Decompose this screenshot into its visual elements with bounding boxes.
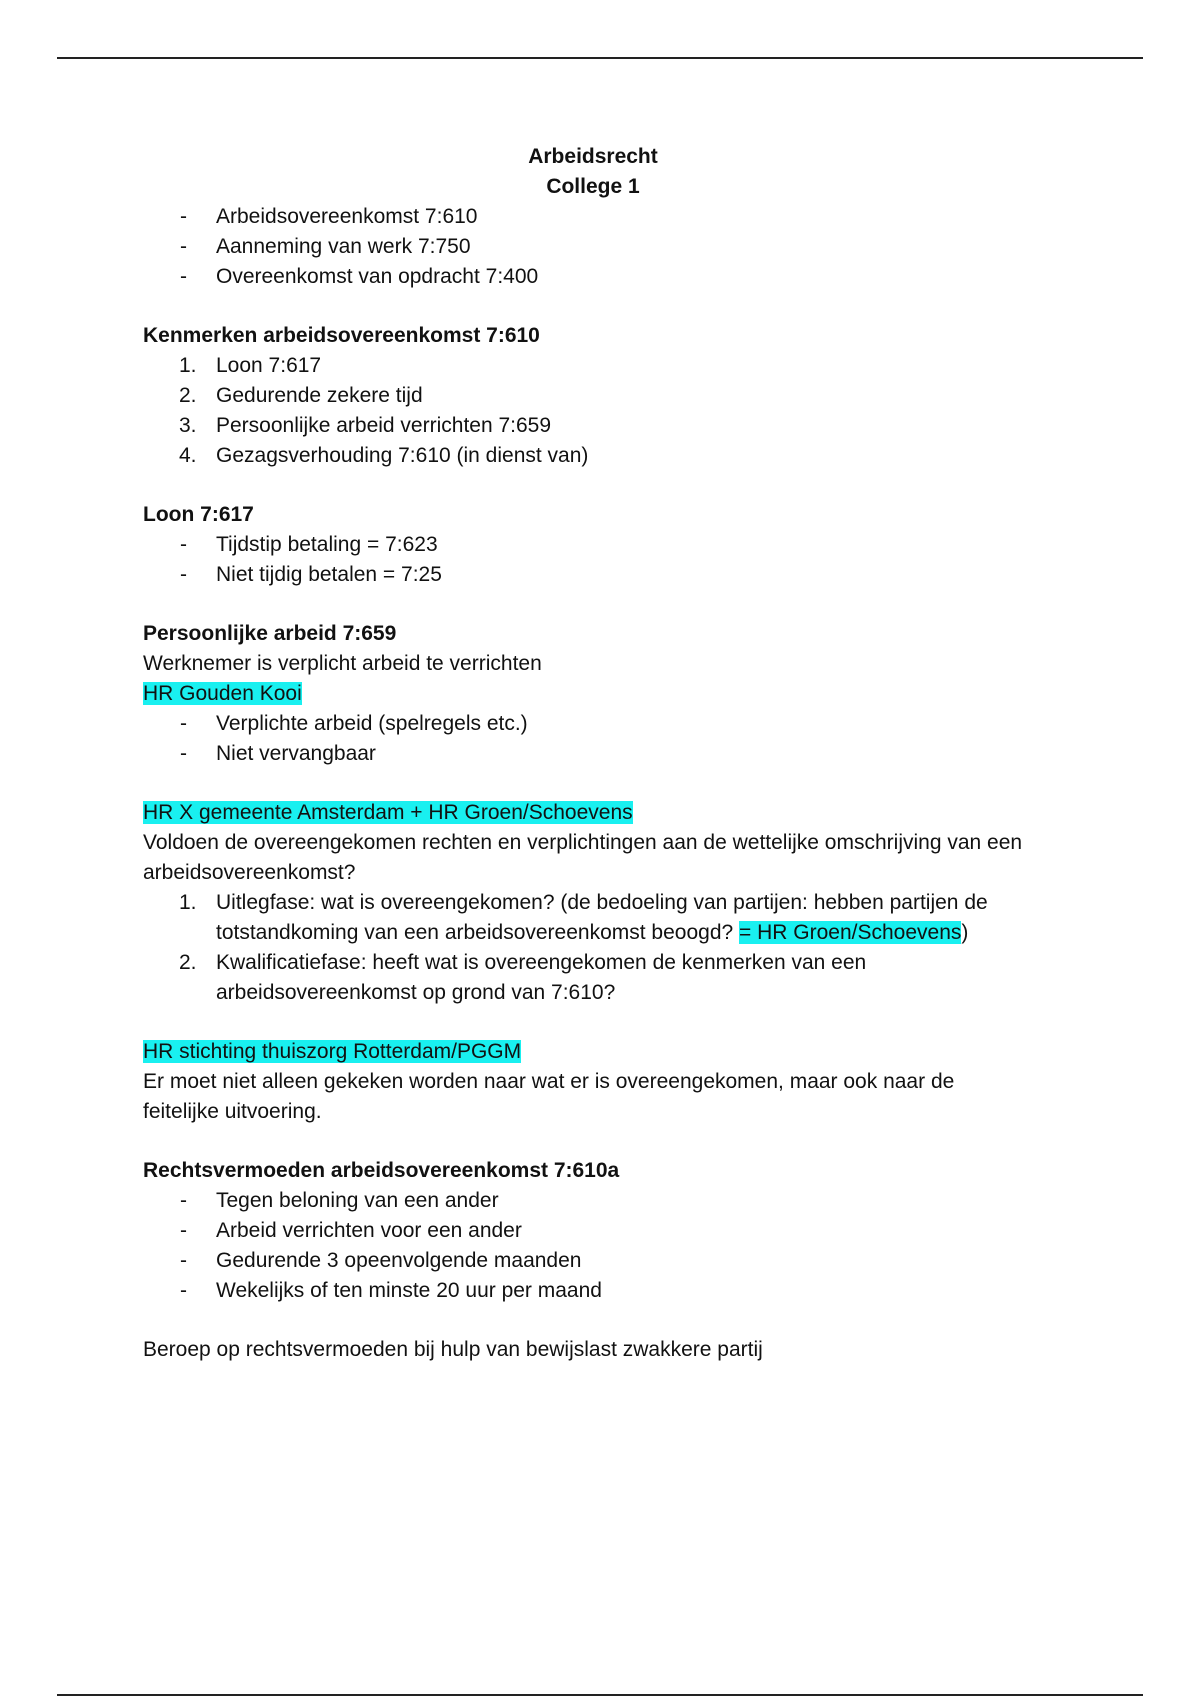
list-item: - Verplichte arbeid (spelregels etc.)	[180, 712, 528, 735]
section-heading-persoonlijk: Persoonlijke arbeid 7:659	[143, 622, 397, 645]
list-item: - Tegen beloning van een ander	[180, 1189, 499, 1212]
intro-list	[143, 202, 1043, 292]
list-item: - Arbeid verrichten voor een ander	[180, 1219, 522, 1242]
list-item: 3. Persoonlijke arbeid verrichten 7:659	[179, 414, 552, 437]
highlighted-case: HR Gouden Kooi	[143, 682, 302, 705]
header-rule	[57, 57, 1143, 59]
paragraph: Werknemer is verplicht arbeid te verrichten	[143, 652, 542, 675]
list-item: 2. Kwalificatiefase: heeft wat is overeengekomen de kenmerken van een arbeidsovereenkomst op grond van 7:610?	[179, 951, 867, 1004]
loon-list	[143, 530, 1043, 590]
kenmerken-list	[143, 351, 1043, 471]
closing-paragraph: Beroep op rechtsvermoeden bij hulp van bewijslast zwakkere partij	[143, 1338, 763, 1361]
list-item: 1. Uitlegfase: wat is overeengekomen? (de bedoeling van partijen: hebben partijen de totstandkoming van een arbeidsovereenkomst beoogd? = HR Groen/Schoevens)	[179, 891, 988, 944]
list-item: - Overeenkomst van opdracht 7:400	[180, 265, 539, 288]
persoonlijk-list	[143, 709, 1043, 769]
highlighted-case: HR stichting thuiszorg Rotterdam/PGGM	[143, 1040, 522, 1063]
section-heading-kenmerken: Kenmerken arbeidsovereenkomst 7:610	[143, 324, 540, 347]
rechtsvermoeden-list	[143, 1186, 1043, 1306]
list-item: 4. Gezagsverhouding 7:610 (in dienst van)	[179, 444, 589, 467]
section-heading-loon: Loon 7:617	[143, 503, 254, 526]
list-item: - Niet tijdig betalen = 7:25	[180, 563, 442, 586]
paragraph: Voldoen de overeengekomen rechten en verplichtingen aan de wettelijke omschrijving van een arbeidsovereenkomst?	[143, 831, 1023, 884]
paragraph: feitelijke uitvoering.	[143, 1100, 322, 1123]
document-subtitle: College 1	[546, 175, 640, 198]
list-item: - Arbeidsovereenkomst 7:610	[180, 205, 478, 228]
list-item: - Wekelijks of ten minste 20 uur per maand	[180, 1279, 602, 1302]
list-item: - Gedurende 3 opeenvolgende maanden	[180, 1249, 582, 1272]
paragraph: Er moet niet alleen gekeken worden naar wat er is overeengekomen, maar ook naar de	[143, 1070, 955, 1093]
list-item: - Aanneming van werk 7:750	[180, 235, 471, 258]
document-title: Arbeidsrecht	[528, 145, 658, 168]
document-body	[143, 142, 1043, 1365]
list-item: - Tijdstip betaling = 7:623	[180, 533, 438, 556]
fase-list	[143, 888, 1043, 1008]
list-item: 1. Loon 7:617	[179, 354, 322, 377]
footer-rule	[57, 1694, 1143, 1696]
section-heading-rechtsvermoeden: Rechtsvermoeden arbeidsovereenkomst 7:610a	[143, 1159, 620, 1182]
list-item: - Niet vervangbaar	[180, 742, 376, 765]
list-item: 2. Gedurende zekere tijd	[179, 384, 423, 407]
highlighted-case: HR X gemeente Amsterdam + HR Groen/Schoevens	[143, 801, 633, 824]
highlighted-case: = HR Groen/Schoevens	[739, 921, 962, 944]
